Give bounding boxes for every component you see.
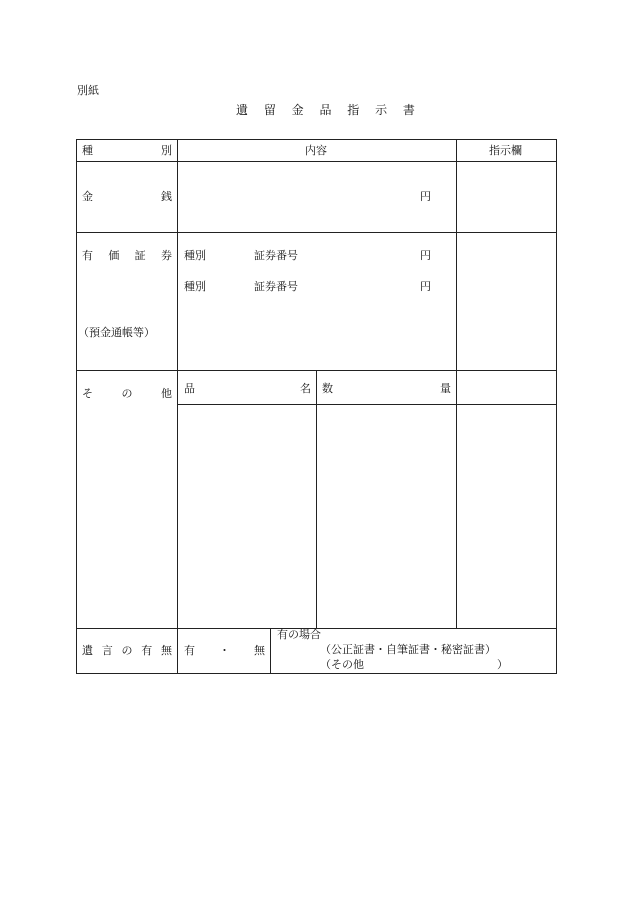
securities-sub-label: （預金通帳等） xyxy=(78,326,155,339)
securities-line-2-kind: 種別 xyxy=(184,280,206,293)
header-category xyxy=(82,144,172,158)
will-other: （その他 xyxy=(320,658,364,671)
header-category-label: 種 別 xyxy=(82,144,172,157)
will-if-yes: 有の場合 xyxy=(277,628,321,641)
other-label: そ の 他 xyxy=(82,387,172,400)
securities-label: 有 価 証 券 xyxy=(82,249,172,262)
document-title: 遺 留 金 品 指 示 書 xyxy=(236,103,421,117)
header-instruction: 指示欄 xyxy=(489,144,522,157)
money-yen-unit: 円 xyxy=(420,190,431,203)
securities-line-2-yen: 円 xyxy=(420,280,431,293)
attachment-label: 別紙 xyxy=(77,84,99,97)
will-options: 有 ・ 無 xyxy=(184,644,265,657)
money-label: 金 銭 xyxy=(82,190,172,203)
quantity-header: 数 量 xyxy=(322,382,451,395)
securities-line-1-yen: 円 xyxy=(420,249,431,262)
securities-line-2-number: 証券番号 xyxy=(254,280,298,293)
securities-line-1-kind: 種別 xyxy=(184,249,206,262)
securities-line-1-number: 証券番号 xyxy=(254,249,298,262)
item-name-header: 品 名 xyxy=(184,382,311,395)
will-types: （公正証書・自筆証書・秘密証書） xyxy=(320,643,496,656)
will-label: 遺 言 の 有 無 xyxy=(82,644,172,657)
header-content: 内容 xyxy=(305,144,327,157)
will-other-close: ） xyxy=(497,658,508,671)
